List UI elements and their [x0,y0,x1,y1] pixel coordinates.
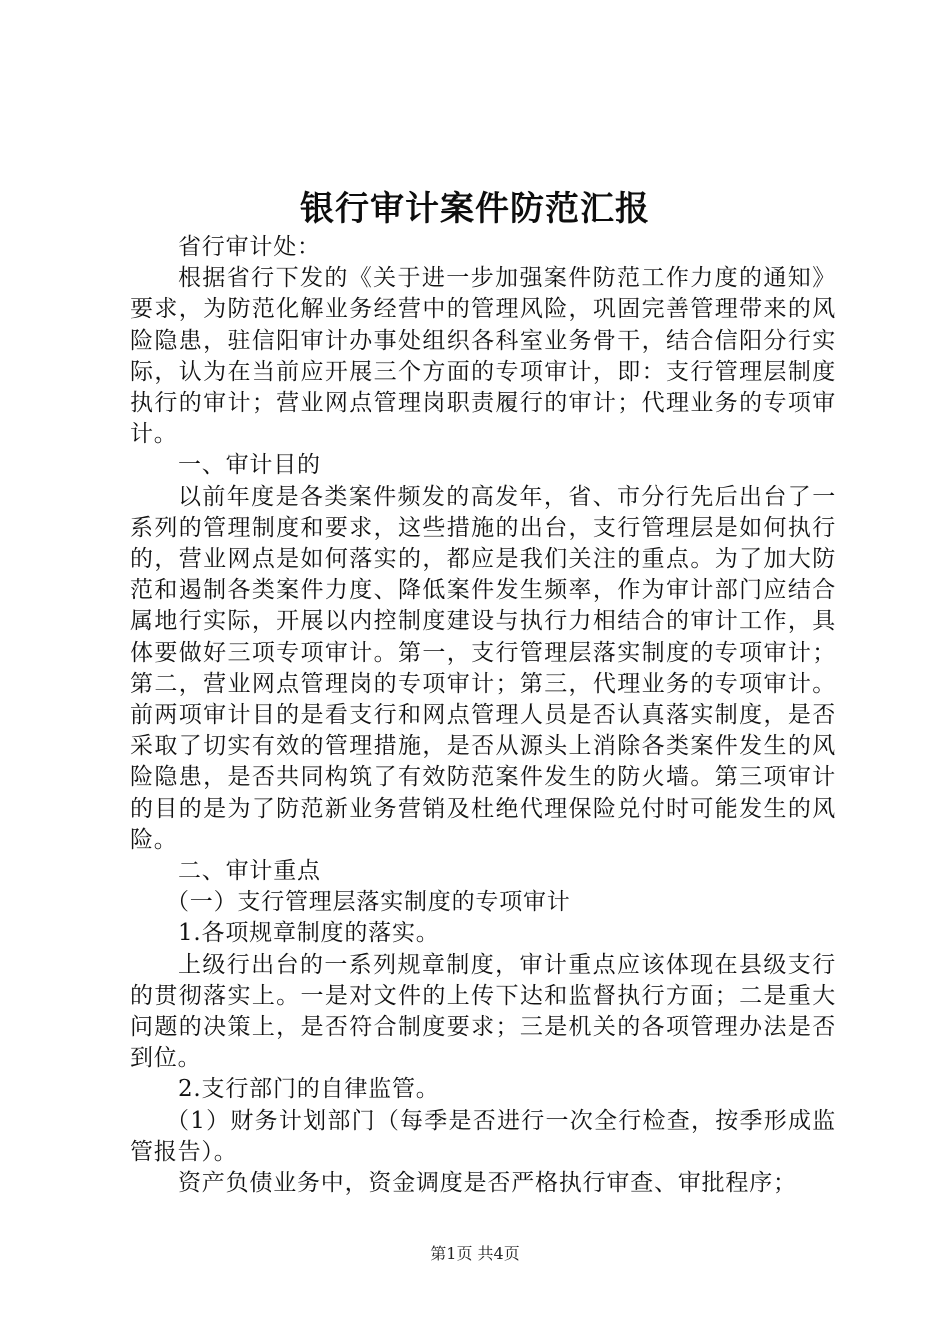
item-heading-1: 1.各项规章制度的落实。 [178,920,440,947]
section-heading-focus: 二、审计重点 [178,858,321,885]
subsection-heading-1: （一）支行管理层落实制度的专项审计 [166,889,571,916]
page-footer: 第1页 共4页 [430,1244,520,1263]
item-paragraph-1: 上级行出台的一系列规章制度，审计重点应该体现在县级支行的贯彻落实上。一是对文件的上传下达和监督执行方面；二是重大问题的决策上，是否符合制度要求；三是机关的各项管理办法是否到位。 [130,951,836,1072]
purpose-paragraph: 以前年度是各类案件频发的高发年，省、市分行先后出台了一系列的管理制度和要求，这些措施的出台，支行管理层是如何执行的，营业网点是如何落实的，都应是我们关注的重点。为了加大防范和遏制各类案件力度、降低案件发生频率，作为审计部门应结合属地行实际，开展以内控制度建设与执行力相结合的审计工作，具体要做好三项专项审计。第一，支行管理层落实制度的专项审计；第二，营业网点管理岗的专项审计；第三，代理业务的专项审计。前两项审计目的是看支行和网点管理人员是否认真落实制度，是否采取了切实有效的管理措施，是否从源头上消除各类案件发生的风险隐患，是否共同构筑了有效防范案件发生的防火墙。第三项审计的目的是为了防范新业务营销及杜绝代理保险兑付时可能发生的风险。 [130,483,836,853]
section-heading-purpose: 一、审计目的 [178,452,321,479]
item-heading-2: 2.支行部门的自律监管。 [178,1076,440,1103]
document-body [130,232,836,1199]
salutation: 省行审计处： [178,234,321,260]
document-title: 银行审计案件防范汇报 [300,189,650,229]
intro-paragraph: 根据省行下发的《关于进一步加强案件防范工作力度的通知》要求，为防范化解业务经营中的管理风险，巩固完善管理带来的风险隐患，驻信阳审计办事处组织各科室业务骨干，结合信阳分行实际，认为在当前应开展三个方面的专项审计，即：支行管理层制度执行的审计；营业网点管理岗职责履行的审计；代理业务的专项审计。 [130,265,836,448]
sub-item-paragraph-1: 资产负债业务中，资金调度是否严格执行审查、审批程序； [178,1170,797,1197]
sub-item-heading-1: （1）财务计划部门（每季是否进行一次全行检查，按季形成监管报告）。 [130,1107,836,1165]
